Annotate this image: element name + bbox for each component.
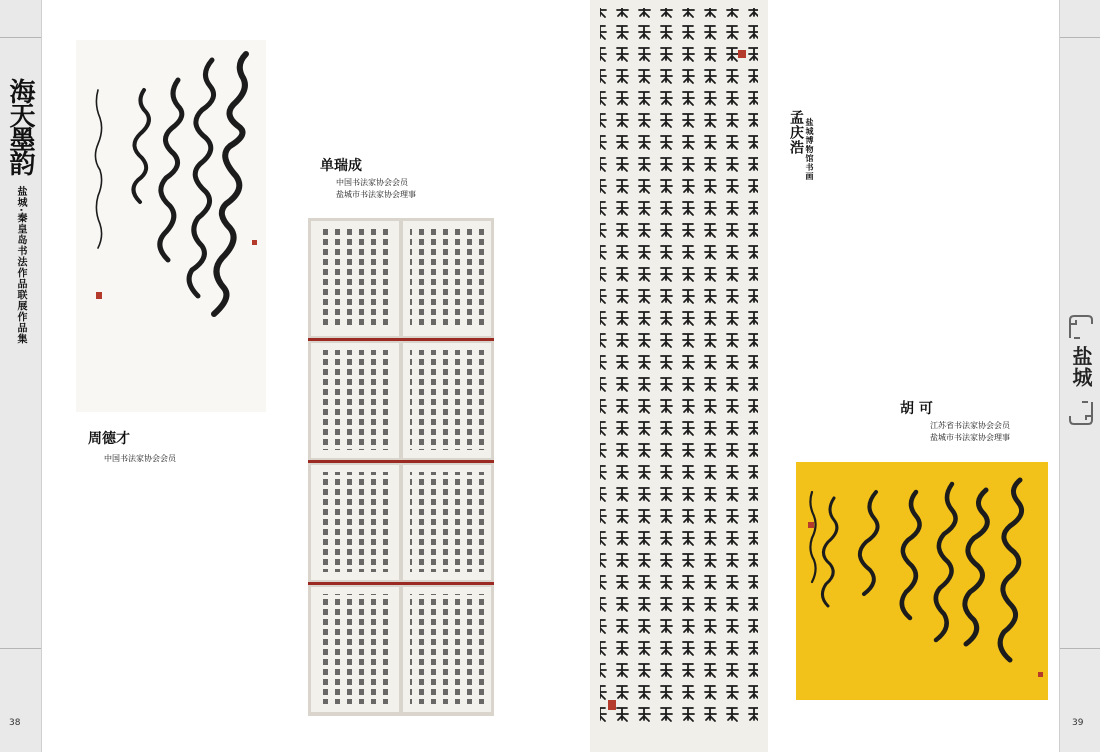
- calligraphy-artwork-3: [590, 0, 768, 752]
- artist-title: 中国书法家协会会员: [336, 178, 408, 187]
- page-number-right: 39: [1072, 718, 1084, 728]
- right-sidebar: [1059, 0, 1100, 752]
- artist-name: 单瑞成: [320, 158, 362, 174]
- ornament-icon: [1066, 398, 1096, 428]
- artist-title: 盐城博物馆书画: [805, 118, 814, 181]
- panel-grid: [308, 218, 494, 716]
- artist-title: 盐城市书法家协会理事: [930, 433, 1010, 442]
- book-subtitle: 盐城·秦皇岛书法作品联展作品集: [15, 186, 26, 345]
- calligraphy-artwork-4: [796, 462, 1048, 700]
- divider: [1060, 37, 1100, 38]
- artist-name: 周德才: [88, 431, 130, 447]
- artist-title: 中国书法家协会会员: [104, 454, 176, 463]
- artist-title: 江苏省书法家协会会员: [930, 421, 1010, 430]
- artist-name: 胡 可: [900, 401, 933, 417]
- left-sidebar: [0, 0, 42, 752]
- artist-name: 孟庆浩: [788, 110, 804, 155]
- cursive-strokes: [796, 462, 1048, 700]
- ornament-icon: [1066, 312, 1096, 342]
- cursive-strokes: [76, 40, 266, 412]
- divider: [0, 37, 41, 38]
- page-number-left: 38: [9, 718, 21, 728]
- regular-script-columns: [590, 0, 768, 752]
- calligraphy-artwork-1: [76, 40, 266, 412]
- city-label: 盐城: [1069, 346, 1093, 388]
- book-title: 海天墨韵: [5, 78, 35, 174]
- divider: [0, 648, 41, 649]
- artist-title: 盐城市书法家协会理事: [336, 190, 416, 199]
- calligraphy-artwork-2: [308, 218, 494, 716]
- divider: [1060, 648, 1100, 649]
